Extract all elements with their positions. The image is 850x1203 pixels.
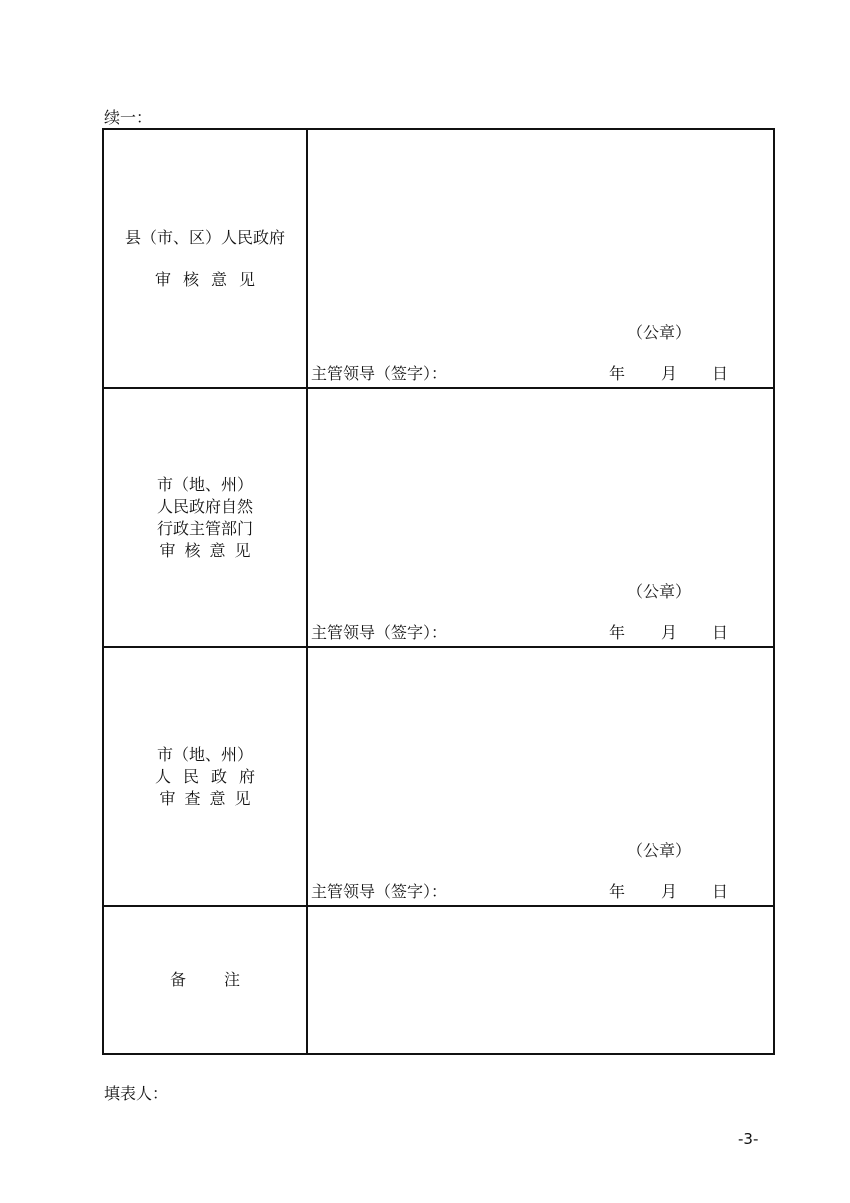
date-day-label: 日: [712, 882, 729, 901]
date-day-label: 日: [712, 364, 729, 383]
official-seal-label: （公章）: [627, 841, 692, 860]
date-year-label: 年: [609, 623, 626, 642]
label-line: 审核意见: [159, 540, 260, 560]
page-number: -3-: [738, 1130, 759, 1148]
official-seal-label: （公章）: [627, 582, 692, 601]
leader-signature-label: 主管领导（签字）：: [311, 882, 448, 901]
column-divider: [306, 130, 308, 1053]
leader-signature-label: 主管领导（签字）：: [311, 364, 448, 383]
label-line: 市（地、州）: [156, 744, 253, 764]
label-line: 审核意见: [154, 269, 267, 289]
date-month-label: 月: [661, 882, 678, 901]
prefecture-government-review-label: [104, 648, 306, 905]
label-line: 备注: [169, 970, 278, 989]
label-line: 市（地、州）: [156, 474, 253, 494]
date-year-label: 年: [609, 364, 626, 383]
label-line: 行政主管部门: [156, 518, 253, 538]
prefecture-natural-resources-review-label: [104, 389, 306, 646]
label-line: 人民政府: [154, 766, 267, 786]
county-review-label: [104, 130, 306, 387]
form-filler-label: 填表人：: [104, 1084, 169, 1103]
remarks-label: [104, 907, 306, 1053]
label-line: 县（市、区）人民政府: [124, 227, 285, 247]
date-month-label: 月: [661, 623, 678, 642]
leader-signature-label: 主管领导（签字）：: [311, 623, 448, 642]
date-month-label: 月: [661, 364, 678, 383]
date-year-label: 年: [609, 882, 626, 901]
label-line: 人民政府自然: [156, 496, 253, 516]
official-seal-label: （公章）: [627, 323, 692, 342]
date-day-label: 日: [712, 623, 729, 642]
continuation-label: 续一：: [104, 108, 153, 127]
review-form-table: [102, 128, 775, 1055]
label-line: 审查意见: [159, 788, 260, 808]
